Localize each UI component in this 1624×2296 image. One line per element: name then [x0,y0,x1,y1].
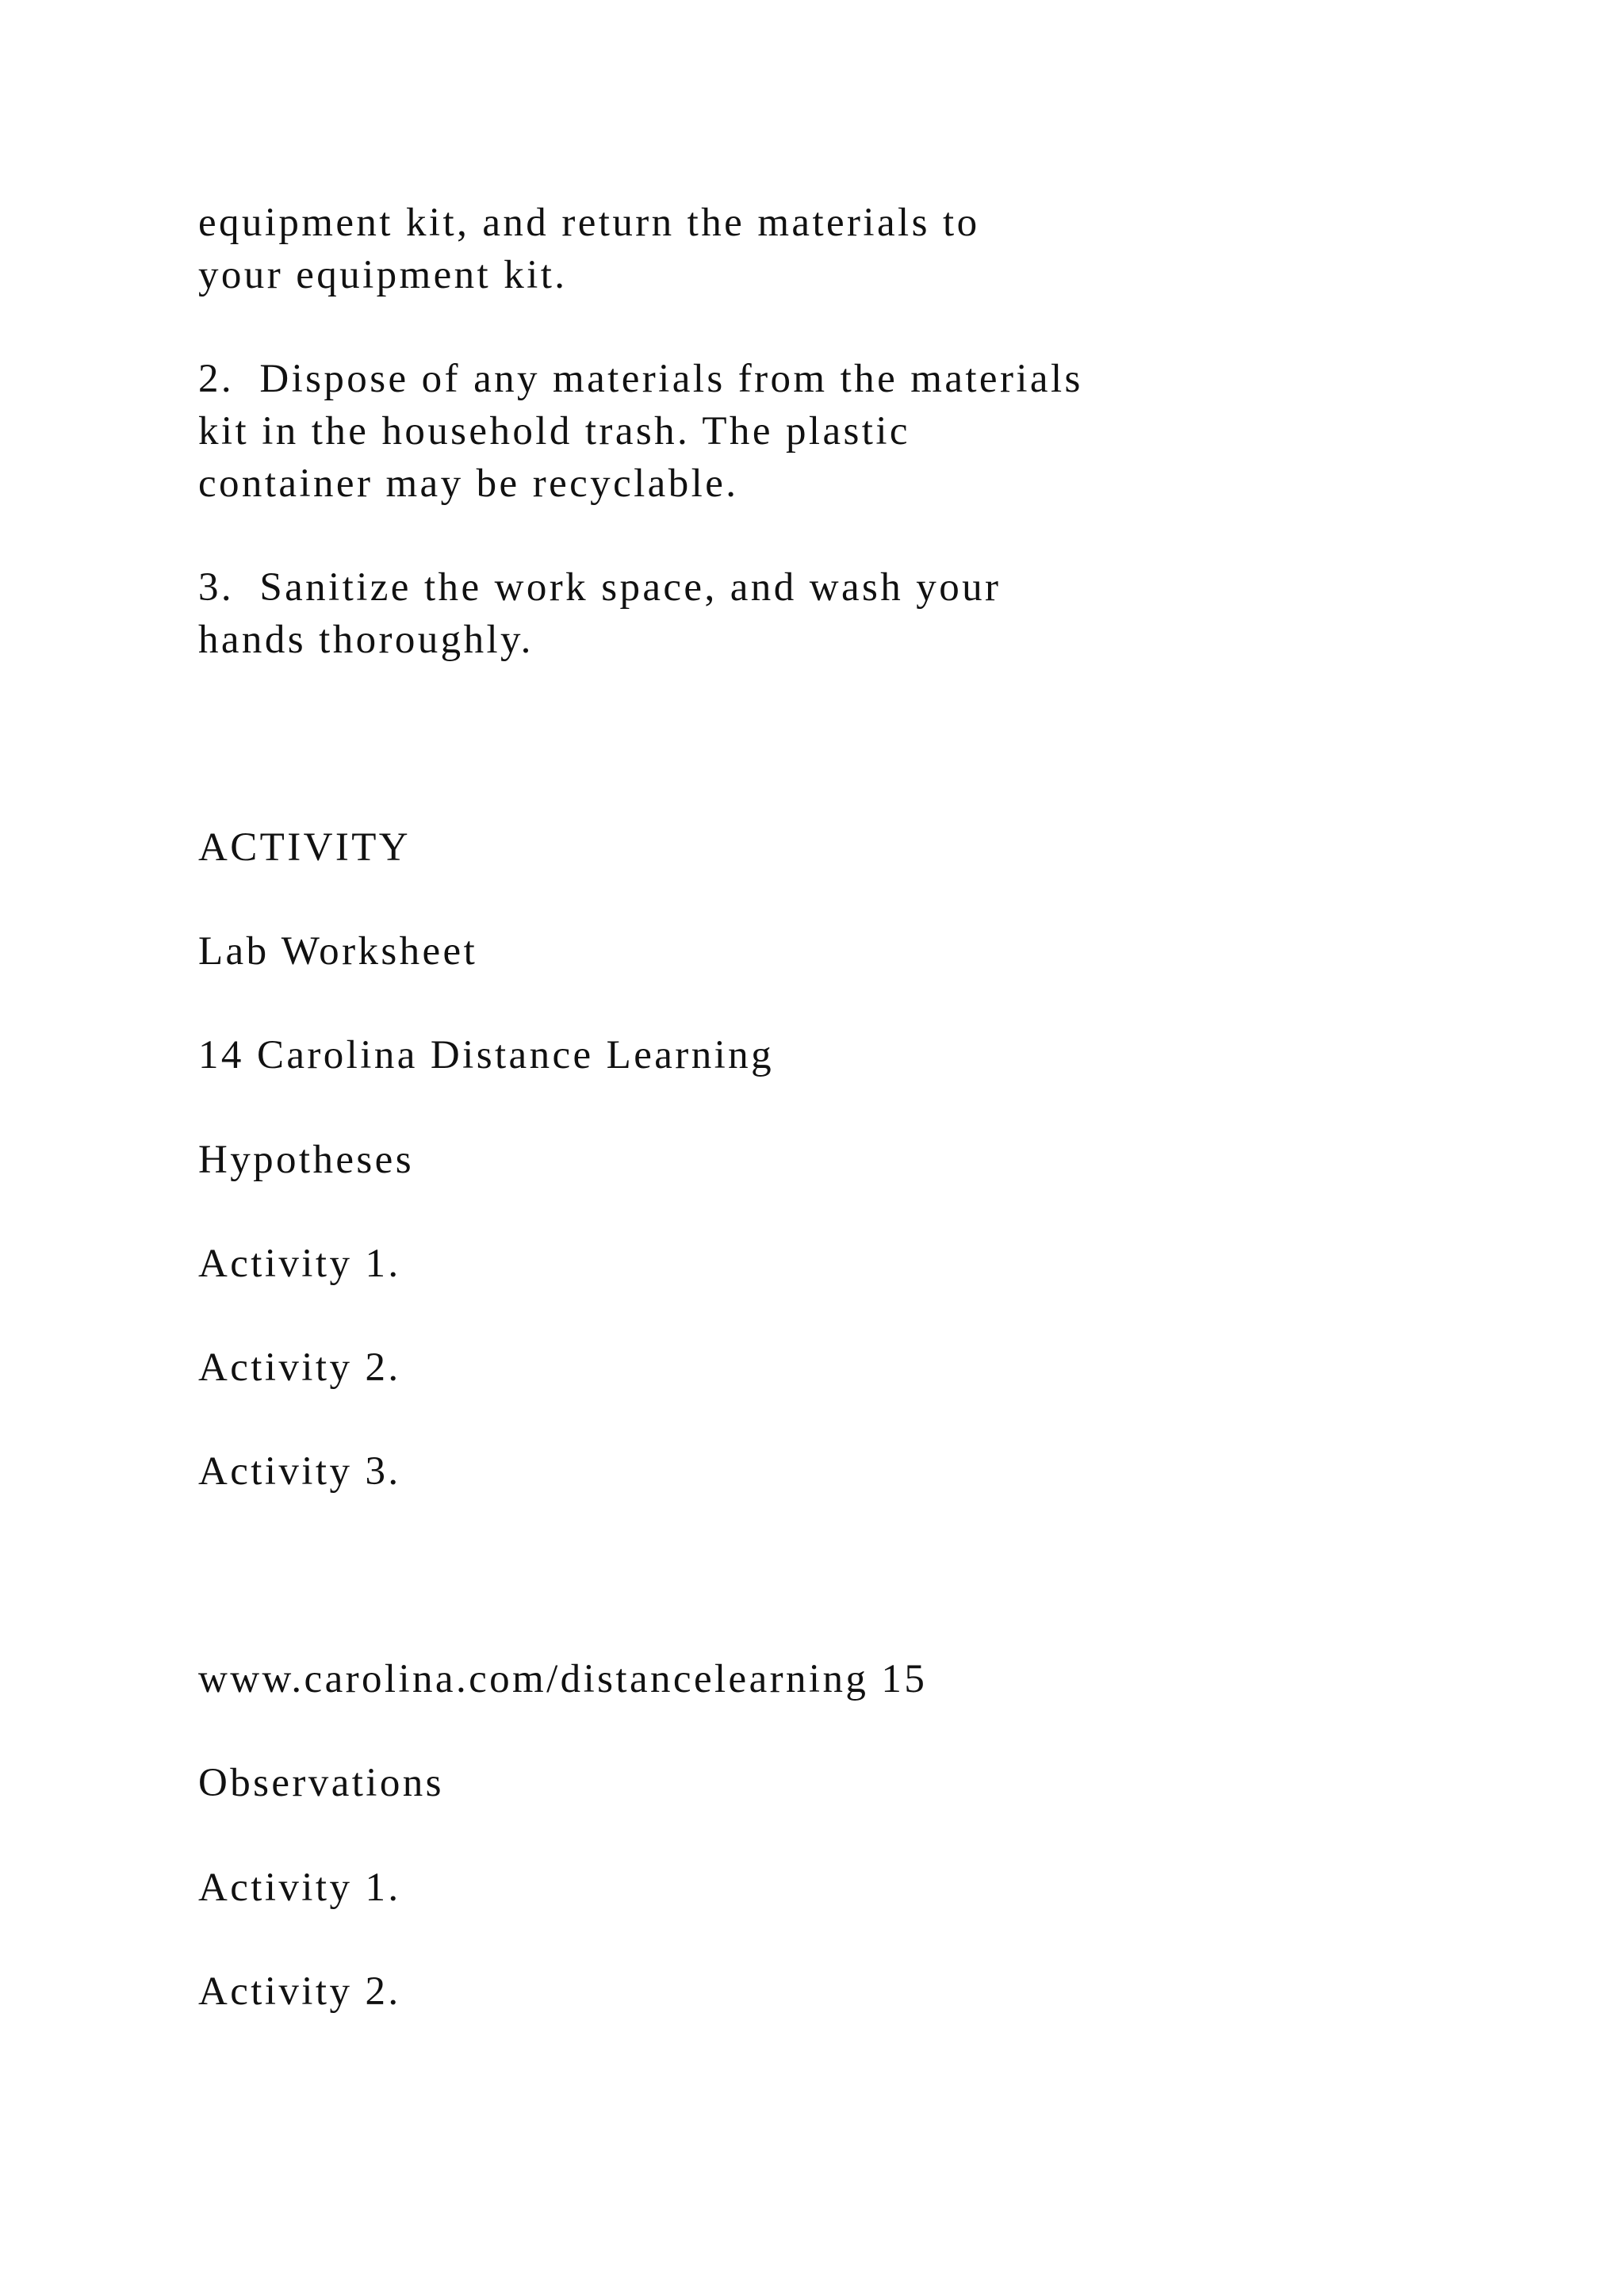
worksheet-title: Lab Worksheet [198,929,478,974]
step-3-text-line-1: 3. Sanitize the work space, and wash your [198,565,1002,610]
hypotheses-heading: Hypotheses [198,1138,414,1182]
step-2-text-line-3: container may be recyclable. [198,461,739,506]
hypothesis-activity-2: Activity 2. [198,1345,401,1390]
step-2-text-line-1: 2. Dispose of any materials from the materials [198,357,1083,401]
observations-heading: Observations [198,1761,444,1805]
step-2-text-line-2: kit in the household trash. The plastic [198,409,910,453]
step-1-text-line-2: your equipment kit. [198,253,568,297]
observation-activity-1: Activity 1. [198,1866,401,1910]
hypothesis-activity-3: Activity 3. [198,1449,401,1494]
step-1-text-line-1: equipment kit, and return the materials to [198,201,980,245]
section-heading-activity: ACTIVITY [198,825,411,870]
observation-activity-2: Activity 2. [198,1969,401,2014]
step-3-text-line-2: hands thoroughly. [198,618,534,662]
page-footer-14: 14 Carolina Distance Learning [198,1033,774,1077]
hypothesis-activity-1: Activity 1. [198,1242,401,1286]
page-footer-url-15: www.carolina.com/distancelearning 15 [198,1657,928,1701]
